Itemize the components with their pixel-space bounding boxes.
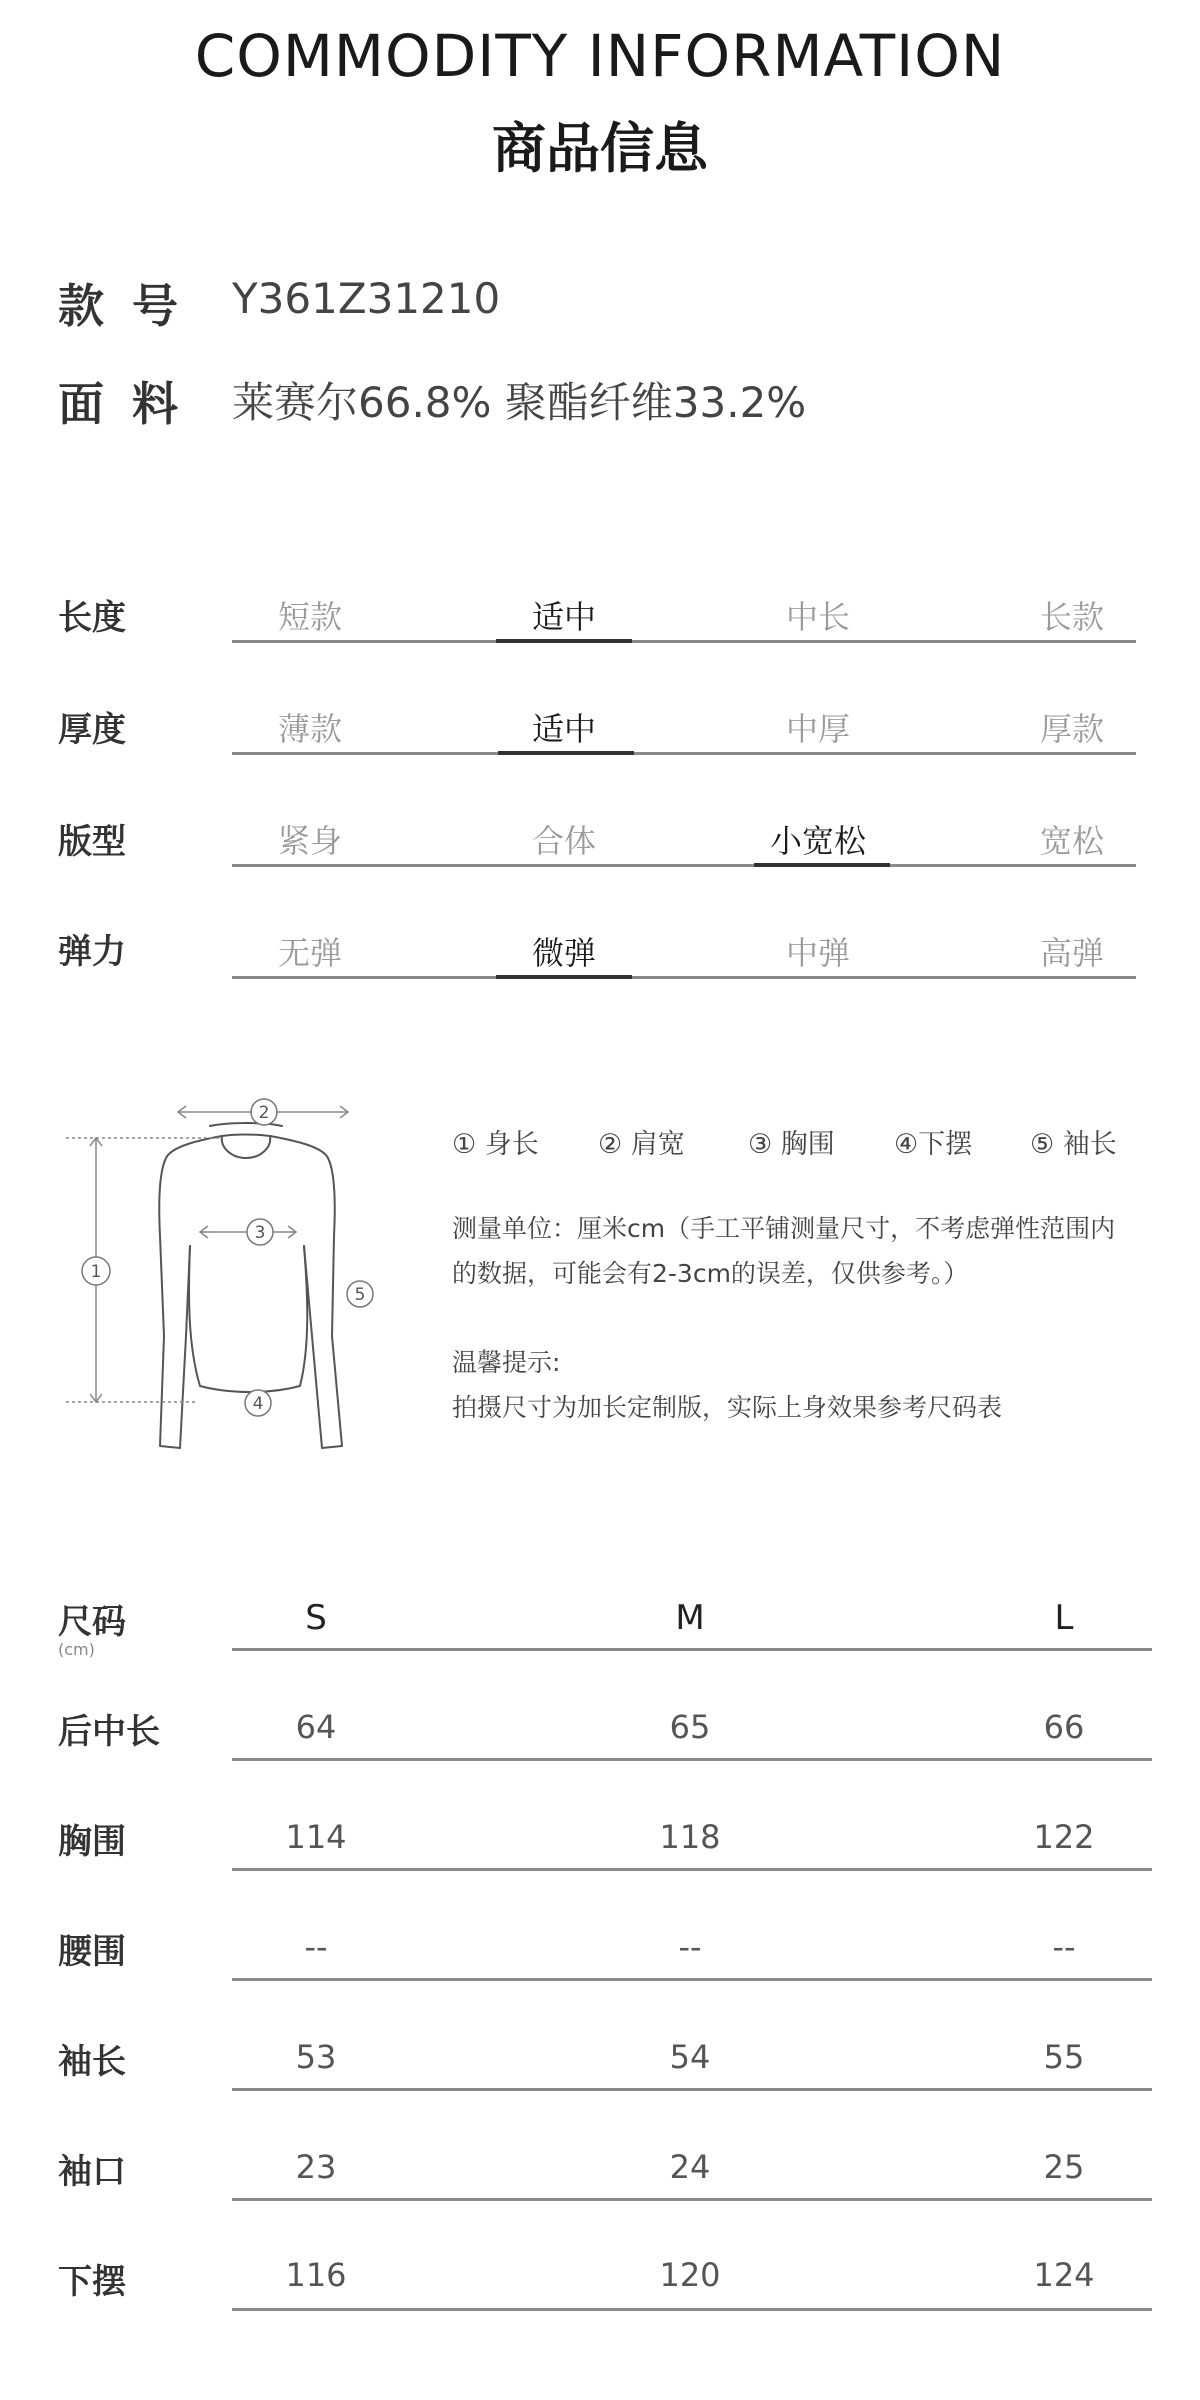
attr-scale-line xyxy=(232,752,1136,755)
attr-selected-marker xyxy=(496,975,632,979)
size-unit: (cm) xyxy=(58,1640,95,1659)
attr-option: 宽松 xyxy=(1039,822,1104,860)
attr-label: 长度 xyxy=(58,598,126,638)
legend-chest: ③ 胸围 xyxy=(748,1129,835,1160)
table-cell: 65 xyxy=(669,1708,711,1746)
garment-outline xyxy=(222,1135,270,1159)
row-label: 袖长 xyxy=(58,2042,126,2082)
table-cell: 120 xyxy=(659,2256,721,2294)
attr-selected-marker xyxy=(754,863,890,867)
legend-body-length: ① 身长 xyxy=(452,1129,539,1160)
legend-sleeve-length: ⑤ 袖长 xyxy=(1030,1129,1117,1160)
unit-note-line2: 的数据，可能会有2-3cm的误差，仅供参考。） xyxy=(452,1259,969,1288)
attr-scale-line xyxy=(232,864,1136,867)
table-cell: 116 xyxy=(285,2256,347,2294)
table-cell: -- xyxy=(1052,1928,1076,1966)
attr-scale-line xyxy=(232,640,1136,643)
attr-option: 厚款 xyxy=(1039,710,1104,748)
size-header-label: 尺码 xyxy=(58,1602,126,1642)
table-cell: 55 xyxy=(1043,2038,1085,2076)
row-label: 腰围 xyxy=(58,1932,126,1972)
table-divider xyxy=(232,1868,1152,1871)
diagram-number-4: 4 xyxy=(252,1394,264,1414)
row-label: 下摆 xyxy=(58,2262,126,2302)
attr-option-selected: 小宽松 xyxy=(769,822,866,860)
attr-label: 版型 xyxy=(58,822,126,862)
attr-selected-marker xyxy=(498,751,634,755)
table-cell: 64 xyxy=(295,1708,337,1746)
garment-measure-diagram xyxy=(60,1096,390,1466)
table-cell: 25 xyxy=(1043,2148,1085,2186)
attr-option-selected: 微弹 xyxy=(531,934,596,972)
attr-label: 弹力 xyxy=(58,932,126,972)
row-label: 胸围 xyxy=(58,1822,126,1862)
diagram-number-5: 5 xyxy=(354,1285,366,1305)
table-cell: 24 xyxy=(669,2148,711,2186)
attr-label: 厚度 xyxy=(58,710,126,750)
table-cell: 54 xyxy=(669,2038,711,2076)
table-cell: 124 xyxy=(1033,2256,1095,2294)
style-number-value: Y361Z31210 xyxy=(232,274,501,323)
attr-option: 合体 xyxy=(531,822,596,860)
attr-option: 紧身 xyxy=(277,822,342,860)
table-cell: -- xyxy=(678,1928,702,1966)
attr-option: 中长 xyxy=(785,598,850,636)
fabric-value: 莱赛尔66.8% 聚酯纤维33.2% xyxy=(232,378,807,427)
attr-option: 无弹 xyxy=(277,934,342,972)
attr-option: 中厚 xyxy=(785,710,850,748)
table-cell: 114 xyxy=(285,1818,347,1856)
table-cell: 23 xyxy=(295,2148,337,2186)
attr-scale-line xyxy=(232,976,1136,979)
title-chinese: 商品信息 xyxy=(492,117,708,180)
attr-option-selected: 适中 xyxy=(531,598,596,636)
table-divider xyxy=(232,2088,1152,2091)
attr-option: 中弹 xyxy=(785,934,850,972)
attr-option-selected: 适中 xyxy=(531,710,596,748)
unit-note-line1: 测量单位：厘米cm（手工平铺测量尺寸，不考虑弹性范围内 xyxy=(452,1214,1116,1243)
diagram-number-2: 2 xyxy=(258,1103,270,1123)
size-s: S xyxy=(305,1598,327,1638)
fabric-label: 面料 xyxy=(58,377,206,431)
table-cell: 66 xyxy=(1043,1708,1085,1746)
legend-hem: ④下摆 xyxy=(894,1129,973,1160)
style-number-label: 款号 xyxy=(58,279,206,333)
table-cell: 118 xyxy=(659,1818,721,1856)
table-divider xyxy=(232,1648,1152,1651)
title-english: COMMODITY INFORMATION xyxy=(194,22,1006,90)
table-cell: 122 xyxy=(1033,1818,1095,1856)
legend-shoulder-width: ② 肩宽 xyxy=(598,1129,685,1160)
attr-option: 短款 xyxy=(277,598,342,636)
table-divider xyxy=(232,2198,1152,2201)
attr-option: 长款 xyxy=(1039,598,1104,636)
table-cell: 53 xyxy=(295,2038,337,2076)
table-divider xyxy=(232,1758,1152,1761)
tip-text: 拍摄尺寸为加长定制版，实际上身效果参考尺码表 xyxy=(452,1393,1003,1422)
table-cell: -- xyxy=(304,1928,328,1966)
attr-selected-marker xyxy=(496,639,632,643)
tip-title: 温馨提示: xyxy=(452,1348,561,1377)
size-l: L xyxy=(1054,1598,1074,1638)
row-label: 后中长 xyxy=(58,1712,160,1752)
table-divider xyxy=(232,2308,1152,2311)
row-label: 袖口 xyxy=(58,2152,126,2192)
size-m: M xyxy=(675,1598,705,1638)
diagram-number-1: 1 xyxy=(90,1262,102,1282)
attr-option: 高弹 xyxy=(1039,934,1104,972)
table-divider xyxy=(232,1978,1152,1981)
diagram-number-3: 3 xyxy=(254,1223,266,1243)
attr-option: 薄款 xyxy=(277,710,342,748)
